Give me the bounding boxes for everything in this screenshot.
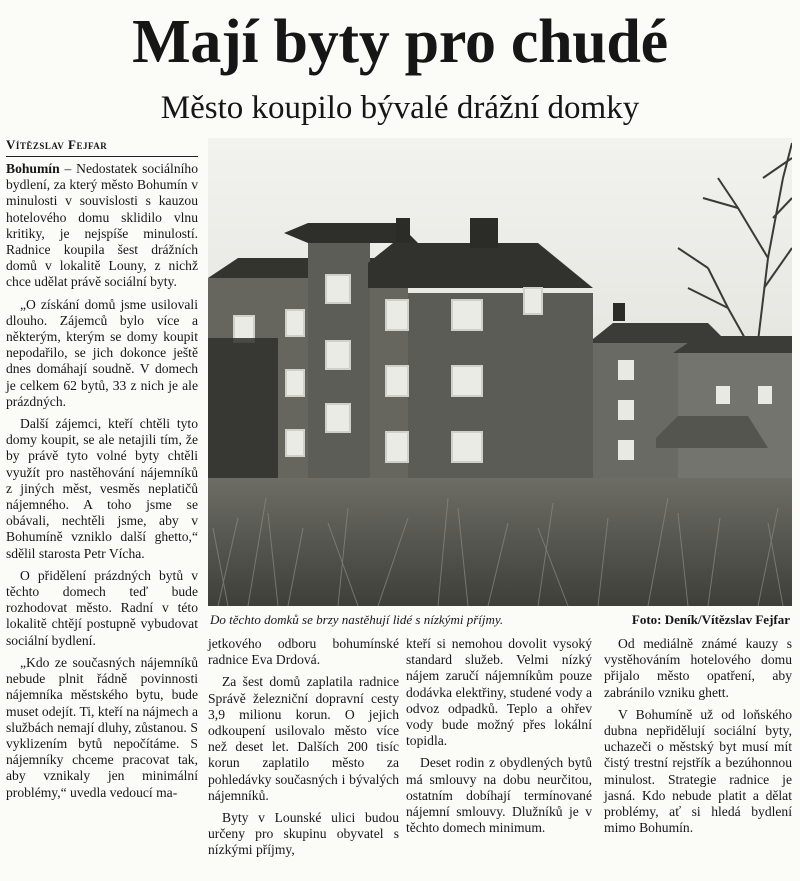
article-photo (208, 138, 792, 606)
article-paragraph: V Bohumíně už od loňského dubna nepřidělují sociální byty, uchazeči o městský byt musí mít čistý trestní rejstřík a bezúhonnou minulost. Strategie radnice je jasná. Kdo nebude platit a dělat problémy, ať si hledá bydlení mimo Bohumín. (604, 706, 792, 836)
photo-credit: Foto: Deník/Vítězslav Fejfar (631, 612, 790, 627)
article-column-4 (604, 636, 792, 836)
article-paragraph: Od mediálně známé kauzy s vystěhováním hotelového domu přijalo město opatření, aby zabránilo vzniku ghett. (604, 636, 792, 700)
photo-caption-bar (208, 610, 792, 630)
paragraph-text: – Nedostatek sociálního bydlení, za který město Bohumín v minulosti v souvislosti s kauzou hotelového domu sklidilo vlnu kritiky, je nejspíše minulostí. Radnice koupila šest drážních domů v lokalitě Louny, z nichž chce udělat právě sociální byty. (6, 161, 198, 290)
dateline-place: Bohumín (6, 161, 60, 176)
article-paragraph: jetkového odboru bohumínské radnice Eva Drdová. (208, 636, 399, 668)
article-paragraph: „Kdo ze současných nájemníků nebude plnit řádně povinnosti nájemníka městského bytu, bude muset odejít. Ti, kteří na nájmech a službách nemají dluhy, zůstanou. S vyklizením bytů nepočítáme. S nájemníky chceme pracovat tak, aby vznikaly jen minimální problémy,“ uvedla vedoucí ma- (6, 654, 198, 800)
headline: Mají byty pro chudé (132, 8, 668, 76)
subheadline: Město koupilo bývalé drážní domky (160, 90, 640, 126)
article-paragraph: kteří si nemohou dovolit vysoký standard služeb. Velmi nízký nájem zaručí nájemníkům pouze dodávka elektřiny, studené vody a odvoz odpadků. Teplo a ohřev vody bude možný přes lokální topidla. (406, 636, 592, 749)
article-paragraph: O přidělení prázdných bytů v těchto domech teď bude rozhodovat město. Radní v této lokalitě chtějí postupně vybudovat sociální bydlení. (6, 567, 198, 648)
article-column-1 (6, 161, 198, 801)
article-paragraph (6, 161, 198, 291)
article-column-2 (208, 636, 399, 859)
article-paragraph: Za šest domů zaplatila radnice Správě železniční dopravní cesty 3,9 milionu korun. O jejich odkoupení usilovalo město více než deset let. Dalších 200 tisíc korun zaplatilo město za pohledávky současných i bývalých nájemníků. (208, 674, 399, 803)
article-column-3 (406, 636, 592, 836)
byline: Vítězslav Fejfar (6, 137, 198, 157)
article-paragraph: Byty v Lounské ulici budou určeny pro skupinu obyvatel s nízkými příjmy, (208, 810, 399, 858)
photo-caption: Do těchto domků se brzy nastěhují lidé s nízkými příjmy. (210, 612, 504, 627)
article-paragraph: „O získání domů jsme usilovali dlouho. Zájemců bylo více a některým, kterým se domy koupit nepodařilo, se jich dokonce ještě dnes domáhají soudně. V domech je celkem 62 bytů, 33 z nich je ale prázdných. (6, 296, 198, 409)
article-paragraph: Další zájemci, kteří chtěli tyto domy koupit, se ale netajili tím, že by právě tyto volné byty chtěli využít pro nastěhování nájemníků z jiných měst, vesměs neplatičů nájemného. A toho jsme se obávali, nechtěli jsme, aby v Bohumíně vzniklo další ghetto,“ sdělil starosta Petr Vícha. (6, 416, 198, 561)
photo-illustration (208, 138, 792, 606)
article-paragraph: Deset rodin z obydlených bytů má smlouvy na dobu neurčitou, ostatním dobíhají termínované nájemní smlouvy. Dlužníků je v těchto domech minimum. (406, 755, 592, 836)
